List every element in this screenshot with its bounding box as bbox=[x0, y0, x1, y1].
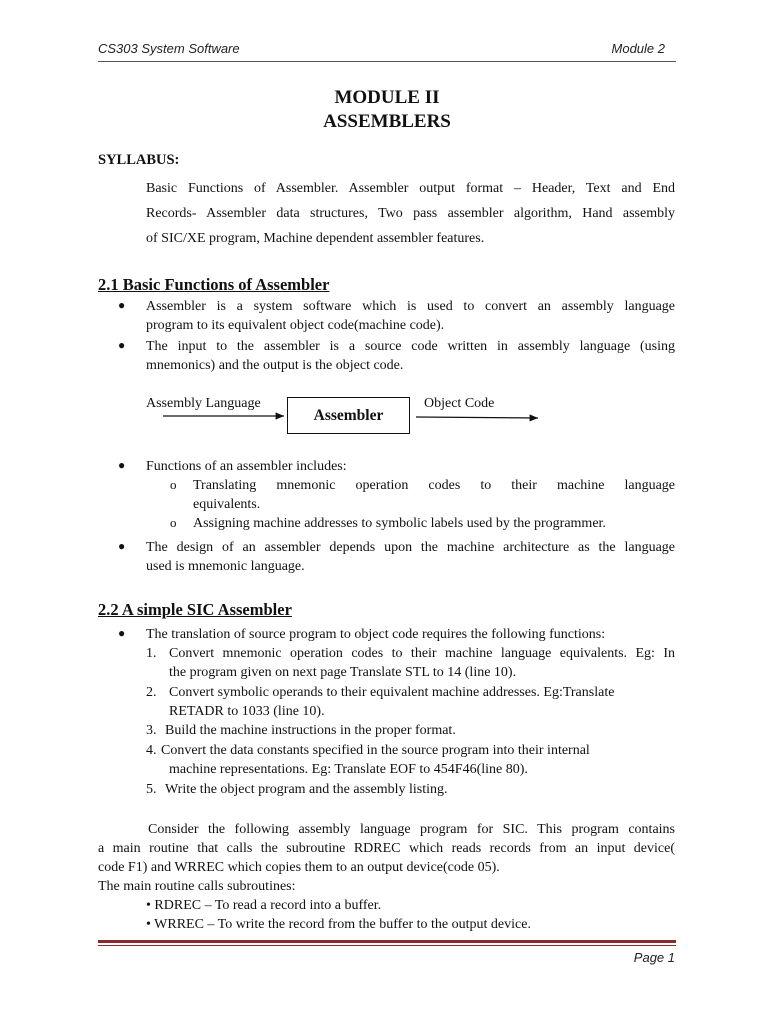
list-number: 4. bbox=[146, 743, 157, 758]
text-line: equivalents. bbox=[193, 497, 261, 512]
syllabus-line: Basic Functions of Assembler. Assembler output format – Header, Text and End bbox=[146, 181, 675, 196]
circle-bullet-icon: o bbox=[170, 477, 177, 492]
text-line: the program given on next page Translate STL to 14 (line 10). bbox=[169, 665, 517, 680]
text-line: Assembler is a system software which is used to convert an assembly language bbox=[146, 299, 675, 314]
list-number: 3. bbox=[146, 723, 157, 738]
list-item bbox=[165, 780, 671, 799]
text-line: program to its equivalent object code(machine code). bbox=[146, 318, 445, 333]
text-line: Consider the following assembly language program for SIC. This program contains bbox=[148, 822, 675, 837]
text-line: Write the object program and the assembly listing. bbox=[165, 782, 448, 797]
circle-bullet-icon: o bbox=[170, 515, 177, 530]
bullet-icon: ● bbox=[118, 539, 126, 553]
list-item bbox=[165, 721, 671, 740]
list-item bbox=[161, 741, 671, 779]
section-heading-2-1: 2.1 Basic Functions of Assembler bbox=[98, 275, 330, 294]
bullet-icon: ● bbox=[118, 458, 126, 472]
footer-rule-thin bbox=[98, 945, 676, 946]
header-rule bbox=[98, 61, 676, 62]
paragraph bbox=[98, 820, 675, 896]
section-heading-2-2: 2.2 A simple SIC Assembler bbox=[98, 600, 292, 619]
text-line: used is mnemonic language. bbox=[146, 559, 305, 574]
sub-bullet-text bbox=[193, 476, 675, 514]
syllabus-body bbox=[146, 176, 675, 251]
text-line: The design of an assembler depends upon the machine architecture as the language bbox=[146, 540, 675, 555]
bullet-text: The translation of source program to object code requires the following functions: bbox=[146, 627, 606, 642]
text-line: Translating mnemonic operation codes to their machine language bbox=[193, 478, 675, 493]
text-line: Convert symbolic operands to their equivalent machine addresses. Eg:Translate bbox=[169, 685, 615, 700]
page-subtitle: ASSEMBLERS bbox=[323, 111, 451, 132]
bullet-icon: ● bbox=[118, 338, 126, 352]
text-line: Build the machine instructions in the proper format. bbox=[165, 723, 456, 738]
text-line: Convert the data constants specified in the source program into their internal bbox=[161, 743, 590, 758]
list-number: 1. bbox=[146, 646, 157, 661]
page-number: Page 1 bbox=[633, 950, 675, 965]
sub-bullet-line: • RDREC – To read a record into a buffer. bbox=[146, 898, 382, 913]
list-number: 2. bbox=[146, 685, 157, 700]
list-item bbox=[169, 644, 675, 682]
sub-bullet-text: Assigning machine addresses to symbolic labels used by the programmer. bbox=[193, 516, 606, 531]
bullet-text bbox=[146, 297, 675, 335]
bullet-icon: ● bbox=[118, 298, 126, 312]
text-line: machine representations. Eg: Translate EOF to 454F46(line 80). bbox=[169, 762, 528, 777]
header-module: Module 2 bbox=[611, 41, 665, 56]
text-line: The main routine calls subroutines: bbox=[98, 879, 296, 894]
text-line: a main routine that calls the subroutine RDREC which reads records from an input device( bbox=[98, 841, 675, 856]
text-line: code F1) and WRREC which copies them to an output device(code 05). bbox=[98, 860, 500, 875]
output-arrow bbox=[416, 417, 538, 418]
list-number: 5. bbox=[146, 782, 157, 797]
text-line: RETADR to 1033 (line 10). bbox=[169, 704, 325, 719]
syllabus-heading: SYLLABUS: bbox=[98, 152, 180, 168]
bullet-text: Functions of an assembler includes: bbox=[146, 459, 347, 474]
header-course: CS303 System Software bbox=[98, 41, 240, 56]
bullet-icon: ● bbox=[118, 626, 126, 640]
page-title: MODULE II bbox=[334, 87, 440, 108]
syllabus-line: Records- Assembler data structures, Two pass assembler algorithm, Hand assembly bbox=[146, 206, 675, 221]
text-line: Convert mnemonic operation codes to their machine language equivalents. Eg: In bbox=[169, 646, 675, 661]
assembler-box: Assembler bbox=[287, 397, 410, 434]
bullet-text bbox=[146, 538, 675, 576]
text-line: The input to the assembler is a source code written in assembly language (using bbox=[146, 339, 675, 354]
text-line: mnemonics) and the output is the object code. bbox=[146, 358, 404, 373]
sub-bullet-line: • WRREC – To write the record from the buffer to the output device. bbox=[146, 917, 531, 932]
bullet-text bbox=[146, 337, 675, 375]
footer-rule bbox=[98, 940, 676, 943]
diagram-output-label: Object Code bbox=[424, 396, 495, 411]
list-item bbox=[169, 683, 675, 721]
diagram-input-label: Assembly Language bbox=[146, 396, 261, 411]
syllabus-line: of SIC/XE program, Machine dependent assembler features. bbox=[146, 231, 485, 246]
